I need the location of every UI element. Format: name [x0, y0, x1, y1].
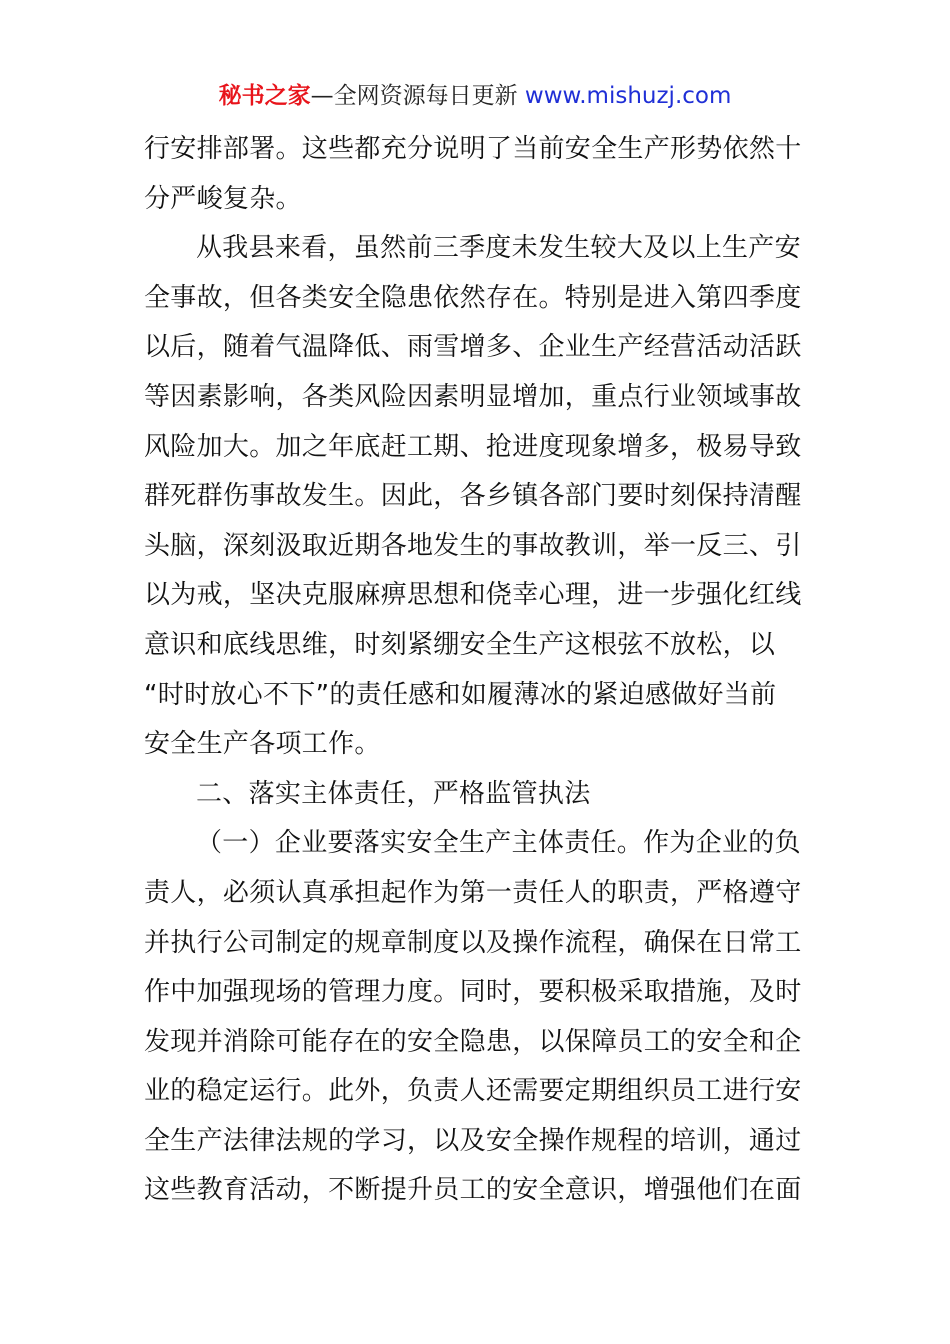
text-line: 业的稳定运行。此外，负责人还需要定期组织员工进行安 [144, 1076, 802, 1107]
text-line: 并执行公司制定的规章制度以及操作流程，确保在日常工 [144, 927, 802, 958]
text-line: 全生产法律法规的学习，以及安全操作规程的培训，通过 [144, 1125, 802, 1156]
section-heading: 二、落实主体责任，严格监管执法 [196, 778, 591, 809]
paragraph-first-line: （一）企业要落实安全生产主体责任。作为企业的负 [196, 828, 801, 859]
document-body [144, 125, 814, 1216]
text-line: 安全生产各项工作。 [144, 729, 381, 760]
text-line: 群死群伤事故发生。因此，各乡镇各部门要时刻保持清醒 [144, 481, 802, 512]
text-line: 头脑，深刻汲取近期各地发生的事故教训，举一反三、引 [144, 530, 802, 561]
site-name: 秘书之家 [218, 83, 311, 109]
text-line: 责人，必须认真承担起作为第一责任人的职责，严格遵守 [144, 877, 802, 908]
text-line: 作中加强现场的管理力度。同时，要积极采取措施，及时 [144, 977, 802, 1008]
text-line: 行安排部署。这些都充分说明了当前安全生产形势依然十 [144, 134, 802, 164]
text-line: “时时放心不下”的责任感和如履薄冰的紧迫感做好当前 [144, 679, 777, 710]
text-line: 风险加大。加之年底赶工期、抢进度现象增多，极易导致 [144, 431, 802, 462]
site-tagline: 全网资源每日更新 [333, 83, 518, 109]
text-line: 发现并消除可能存在的安全隐患，以保障员工的安全和企 [144, 1026, 802, 1057]
text-line: 以后，随着气温降低、雨雪增多、企业生产经营活动活跃 [144, 332, 802, 363]
site-url-link[interactable]: www.mishuzj.com [524, 83, 732, 109]
text-line: 分严峻复杂。 [144, 183, 302, 214]
page-header [0, 80, 950, 112]
paragraph-first-line: 从我县来看，虽然前三季度未发生较大及以上生产安 [196, 233, 801, 264]
text-line: 全事故，但各类安全隐患依然存在。特别是进入第四季度 [144, 282, 802, 313]
text-line: 这些教育活动，不断提升员工的安全意识，增强他们在面 [144, 1175, 802, 1206]
text-line: 意识和底线思维，时刻紧绷安全生产这根弦不放松，以 [144, 629, 776, 660]
text-line: 以为戒，坚决克服麻痹思想和侥幸心理，进一步强化红线 [144, 580, 802, 611]
header-dash: — [310, 83, 334, 109]
text-line: 等因素影响，各类风险因素明显增加，重点行业领域事故 [144, 381, 802, 412]
